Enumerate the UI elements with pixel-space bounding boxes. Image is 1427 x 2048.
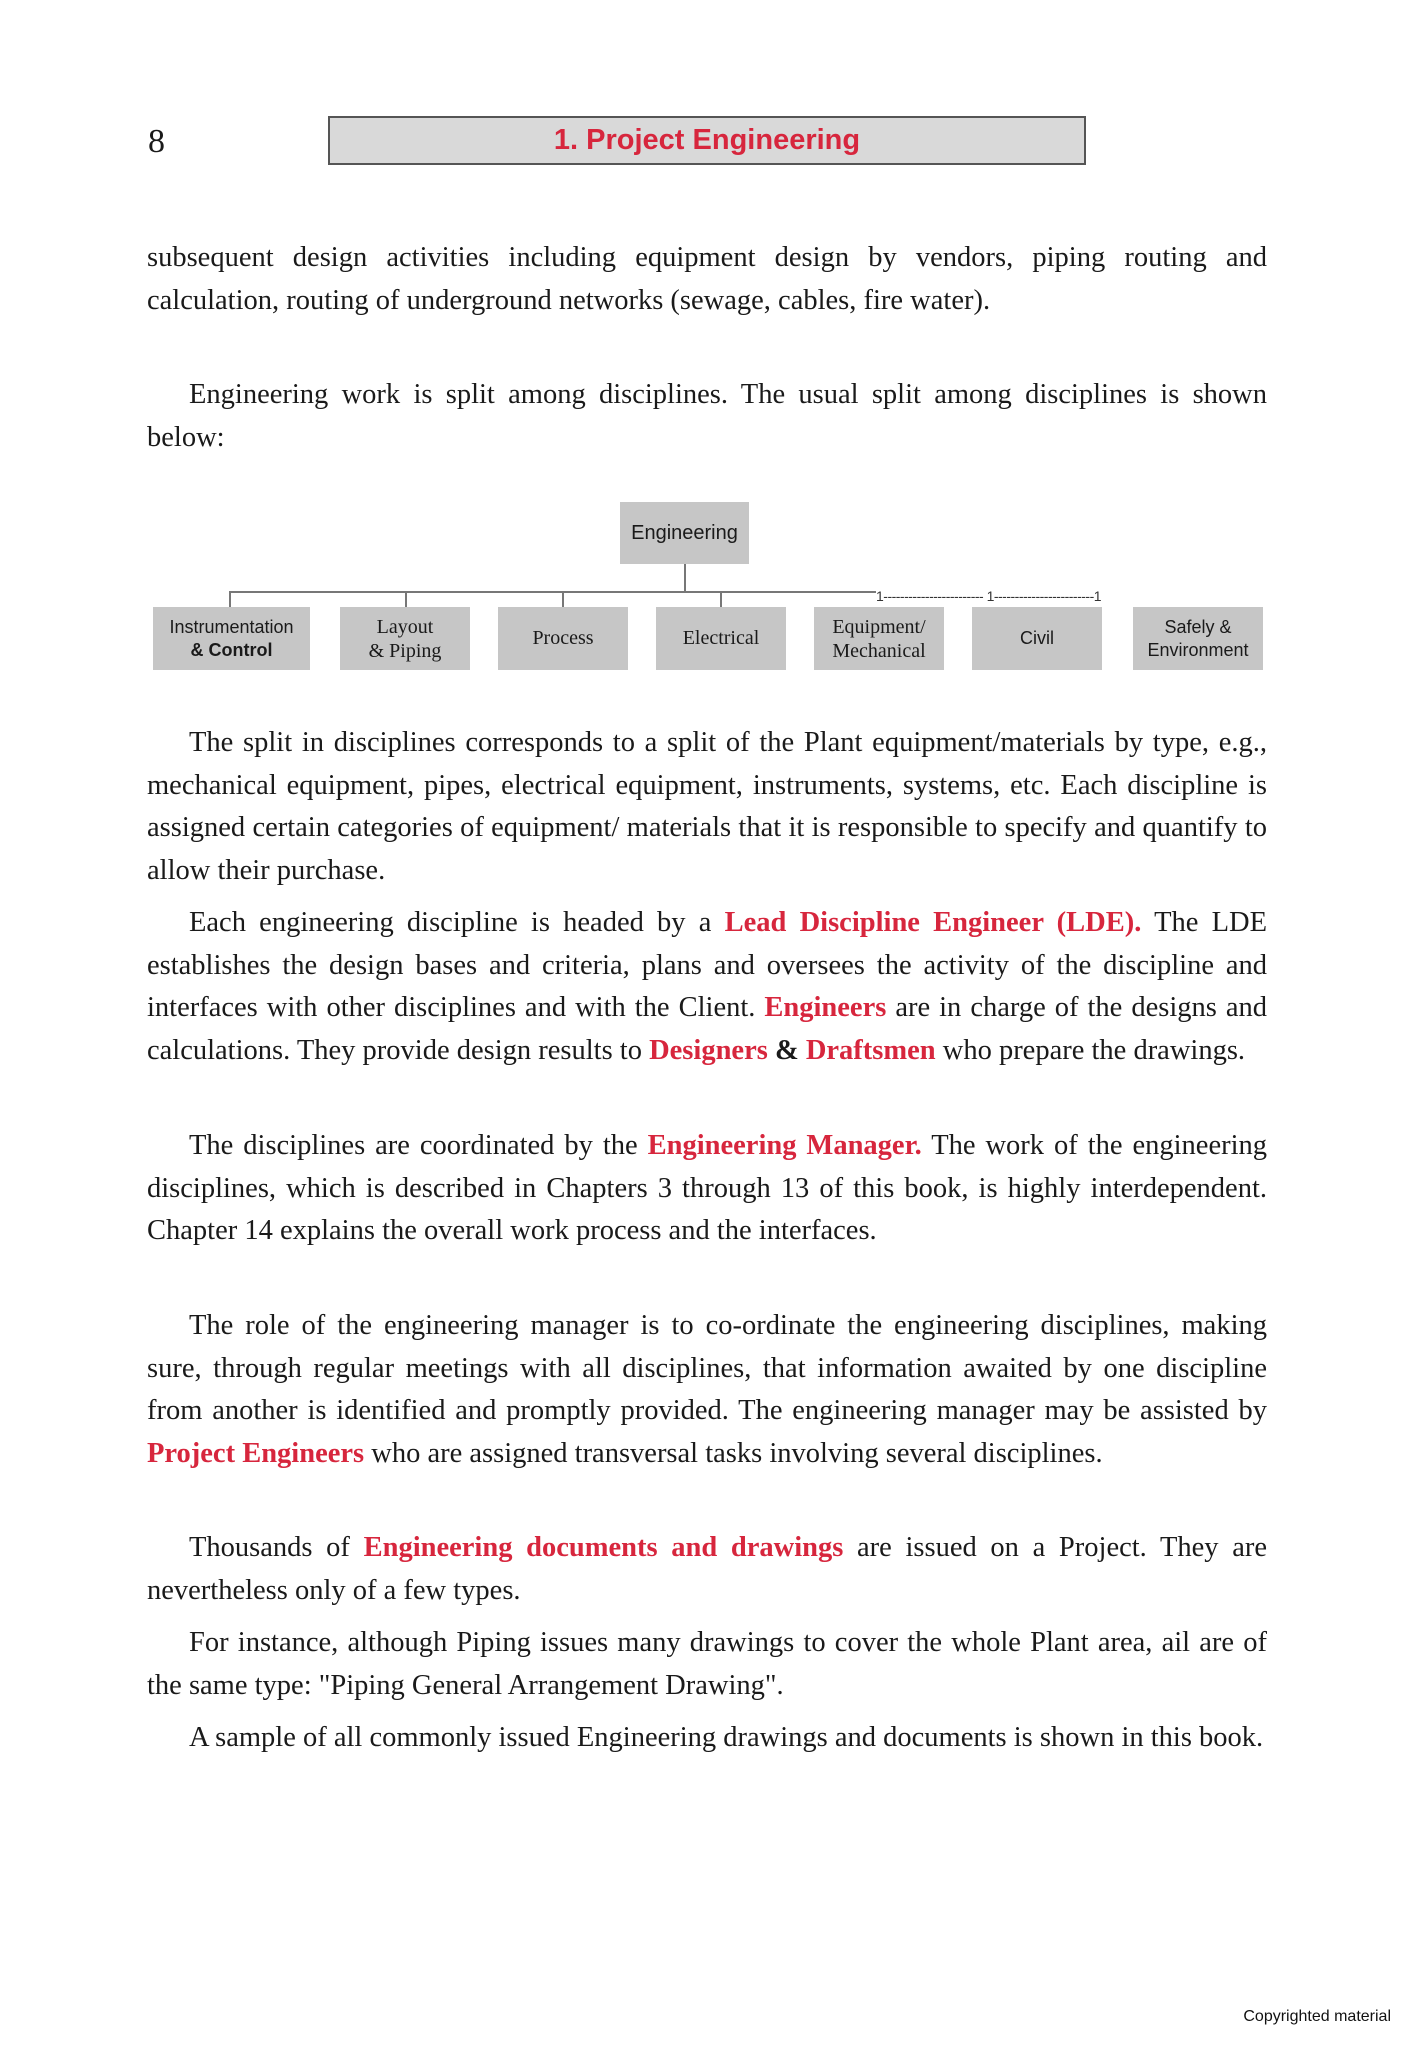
term-draftsmen: Draftsmen (805, 1034, 936, 1066)
text-run: The work of the engineering disciplines, which is described in Chapters 3 through 13 of this book, is highly interdependent. Chapter 14 explains the overall work process and the interfaces. (147, 1130, 1268, 1246)
root-connector (684, 564, 686, 592)
drop-connector-4 (720, 591, 722, 607)
term-engineering-manager: Engineering Manager. (647, 1130, 922, 1161)
copyright-footer: Copyrighted material (1243, 2008, 1391, 2025)
drop-connector-1 (229, 591, 231, 607)
paragraph-9: A sample of all commonly issued Engineering drawings and documents is shown in this book. (189, 1722, 1264, 1753)
term-project-engineers: Project Engineers (147, 1437, 365, 1469)
org-box-equipment-mechanical (814, 607, 944, 670)
text-run: are in charge of the designs and calculations. They provide design results to (147, 992, 1267, 1066)
text-run: Thousands of (189, 1532, 364, 1563)
org-box-label-line2: Environment (1147, 639, 1249, 660)
org-box-process (498, 607, 628, 670)
paragraph-3: The split in disciplines corresponds to a split of the Plant equipment/materials by type, e.g., mechanical equipment, pipes, electrical equipment, instruments, systems, etc. Each discipline is assigned certain categories of equipment/ materials that it is responsible to specify and quantify to allow their purchase. (147, 727, 1267, 886)
org-box-label-line1: Process (532, 627, 594, 649)
org-box-label-line1: Civil (1020, 628, 1054, 648)
org-box-safety-environment (1133, 607, 1263, 670)
org-box-civil (972, 607, 1102, 670)
paragraph-1: subsequent design activities including equipment design by vendors, piping routing and calculation, routing of underground networks (sewage, cables, fire water). (147, 242, 1267, 316)
text-run: The role of the engineering manager is to co-ordinate the engineering disciplines, making sure, through regular meetings with all disciplines, that information awaited by one discipline from another is identified and promptly provided. The engineering manager may be assisted by (147, 1310, 1267, 1426)
paragraph-6 (147, 1305, 1267, 1475)
term-engineering-documents: Engineering documents and drawings (363, 1532, 844, 1563)
term-lead-discipline-engineer: Lead Discipline Engineer (LDE). (724, 907, 1142, 938)
paragraph-4 (147, 902, 1267, 1072)
org-box-label-line1: Instrumentation (169, 616, 294, 637)
org-box-layout-piping (340, 607, 470, 670)
term-engineers: Engineers (764, 992, 887, 1023)
paragraph-2: Engineering work is split among disciplines. The usual split among disciplines is shown below: (147, 379, 1267, 453)
paragraph-5 (147, 1125, 1267, 1253)
drop-connector-2 (405, 591, 407, 607)
org-box-label-line1: Layout (376, 615, 434, 638)
text-run: who are assigned transversal tasks involving several disciplines. (364, 1437, 1103, 1469)
text-run: Each engineering discipline is headed by a (189, 907, 725, 938)
term-designers: Designers (649, 1034, 768, 1066)
org-box-label-line2: & Piping (368, 639, 442, 662)
text-run: The disciplines are coordinated by the (189, 1130, 648, 1161)
page-number: 8 (148, 123, 165, 160)
chapter-title: 1. Project Engineering (553, 124, 861, 156)
org-root-engineering (620, 502, 749, 564)
org-box-label-line1: Safely & (1164, 616, 1232, 637)
text-run: & (767, 1034, 806, 1066)
chapter-header (328, 116, 1086, 165)
text-run: are issued on a Project. They are nevertheless only of a few types. (147, 1532, 1267, 1606)
org-box-label-line1: Electrical (682, 627, 760, 649)
org-box-label-line2: Mechanical (832, 639, 926, 662)
org-box-electrical (656, 607, 786, 670)
org-box-instrumentation-control (153, 607, 310, 670)
drop-connector-3 (562, 591, 564, 607)
text-run: who prepare the drawings. (935, 1034, 1246, 1066)
org-root-label: Engineering (631, 521, 738, 544)
paragraph-7 (147, 1527, 1267, 1612)
horizontal-connector (229, 591, 876, 593)
connector-marks: 1------------------------ 1------------------------1 (876, 588, 1102, 604)
text-run: The LDE establishes the design bases and criteria, plans and oversees the activity of the discipline and interfaces with other disciplines and with the Client. (147, 907, 1268, 1023)
paragraph-8: For instance, although Piping issues many drawings to cover the whole Plant area, ail are of the same type: "Piping General Arrangement Drawing". (147, 1627, 1267, 1701)
org-box-label-line2: & Control (190, 639, 273, 660)
org-box-label-line1: Equipment/ (832, 615, 926, 638)
